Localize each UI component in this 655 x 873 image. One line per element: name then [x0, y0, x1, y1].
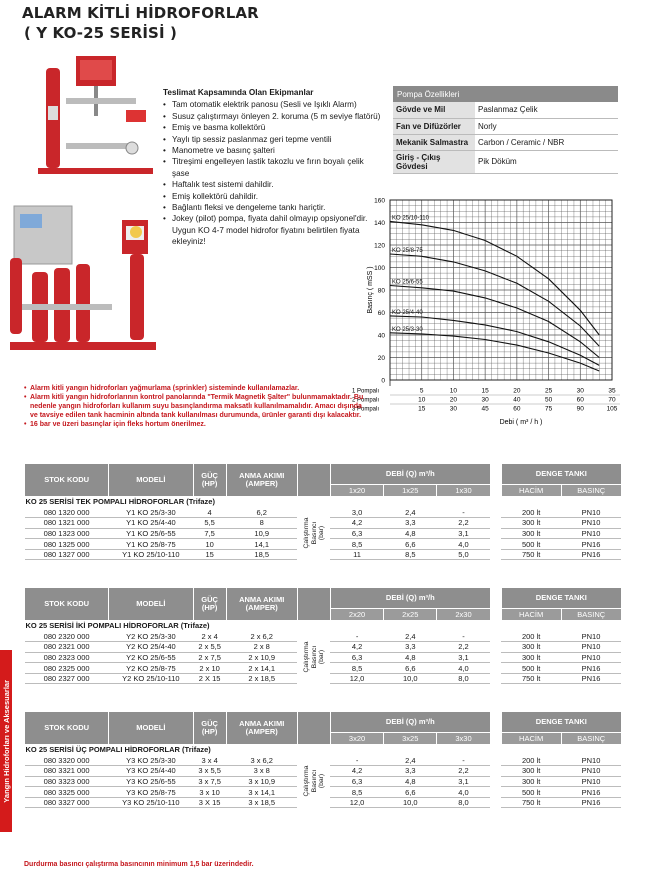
table-cell: 3 x 6,2 — [226, 755, 297, 766]
table-cell: 6,3 — [330, 776, 383, 787]
table-cell: 2 x 10 — [193, 663, 226, 674]
table-cell: - — [437, 631, 490, 642]
table-cell: - — [437, 755, 490, 766]
header-guc: GÜÇ (HP) — [193, 464, 226, 496]
table-cell: 6,6 — [384, 539, 437, 550]
x-row-label: 3 Pompalı — [352, 406, 380, 413]
table-cell: 3 x 18,5 — [226, 797, 297, 808]
x-tick-label: 30 — [576, 387, 584, 395]
table-cell: 3 x 5,5 — [193, 766, 226, 777]
table-cell: 080 2327 000 — [25, 673, 109, 684]
note: • Alarm kitli yangın hidroforlarının kontrol panolarında "Termik Magnetik Şalter" bulunmamaktadır. Bu nedenle yangın hidroforları kullanım suyu basınçlandırma maksatlı kullanılmamalıdır. Amacı dışında ve tavsiye edilen tank hacminin altında tank kullanılması durumunda, ürünler garanti dışı kalacaktır. — [24, 393, 364, 420]
table-cell: 080 3323 000 — [25, 776, 109, 787]
table-cell: PN16 — [561, 663, 621, 674]
table-cell: 2 x 5,5 — [193, 642, 226, 653]
pump-image-multi — [10, 192, 160, 367]
y-tick-label: 140 — [374, 220, 385, 227]
header-debi-col: 3x25 — [384, 732, 437, 744]
header-model: MODELİ — [109, 712, 193, 744]
header-akim: ANMA AKIMI (AMPER) — [226, 712, 297, 744]
table-cell: 080 1323 000 — [25, 528, 109, 539]
table-cell: Y1 KO 25/6-55 — [109, 528, 193, 539]
prop-value: Carbon / Ceramic / NBR — [475, 134, 618, 150]
list-item: • Titreşimi engelleyen lastik takozlu ve fırın boyalı çelik şase — [163, 156, 383, 179]
table-cell: 8,5 — [330, 663, 383, 674]
table-cell: 4,0 — [437, 663, 490, 674]
table-cell: 10,0 — [384, 673, 437, 684]
table-cell: PN10 — [561, 755, 621, 766]
table-cell: 15 — [193, 549, 226, 560]
table-cell: 3,1 — [437, 652, 490, 663]
calisma-label — [297, 755, 330, 808]
table-cell: PN10 — [561, 528, 621, 539]
list-item: • Tam otomatik elektrik panosu (Sesli ve Işıklı Alarm) — [163, 99, 383, 110]
header-guc: GÜÇ (HP) — [193, 588, 226, 620]
table-cell: 10,0 — [384, 797, 437, 808]
table-cell: 300 lt — [501, 518, 561, 529]
table-cell: 300 lt — [501, 766, 561, 777]
table-cell: 6,3 — [330, 652, 383, 663]
calisma-label — [297, 631, 330, 684]
prop-key: Gövde ve Mil — [393, 102, 475, 118]
header-hacim: HACİM — [501, 732, 561, 744]
side-tab — [0, 650, 12, 832]
table-cell: 3,3 — [384, 766, 437, 777]
table-cell: PN16 — [561, 673, 621, 684]
table-cell: 10,9 — [226, 528, 297, 539]
spec-table — [24, 712, 621, 808]
header-stok: STOK KODU — [25, 464, 109, 496]
y-tick-label: 40 — [377, 332, 385, 340]
page-title: ALARM KİTLİ HİDROFORLAR — [22, 4, 259, 22]
table-cell: 5,0 — [437, 549, 490, 560]
table-cell: 3,3 — [384, 642, 437, 653]
x-tick-label: 60 — [576, 396, 584, 404]
table-cell: 300 lt — [501, 776, 561, 787]
header-basinc: BASINÇ — [561, 608, 621, 620]
table-section-title: KO 25 SERİSİ İKİ POMPALI HİDROFORLAR (Trifaze) — [25, 621, 210, 630]
x-row-label: 2 Pompalı — [352, 397, 380, 404]
header-model: MODELİ — [109, 588, 193, 620]
header-guc: GÜÇ (HP) — [193, 712, 226, 744]
page-subtitle: ( Y KO-25 SERİSİ ) — [24, 24, 177, 42]
x-tick-label: 70 — [608, 396, 616, 404]
side-tab-label: Yangın Hidroforları ve Aksesuarlar — [1, 679, 11, 803]
table-cell: - — [330, 631, 383, 642]
table-cell: 3,1 — [437, 776, 490, 787]
calisma-text: Çalıştırma Basıncı (bar) — [302, 766, 325, 797]
table-cell: 4,8 — [384, 652, 437, 663]
table-cell: 2 x 8 — [226, 642, 297, 653]
table-cell: Y2 KO 25/10-110 — [109, 673, 193, 684]
table-cell: 12,0 — [330, 797, 383, 808]
table-cell: 3 x 10,9 — [226, 776, 297, 787]
table-cell: Y3 KO 25/10-110 — [109, 797, 193, 808]
series-label: KO 25/10-110 — [392, 215, 429, 222]
table-cell: PN16 — [561, 539, 621, 550]
table-cell: 2 x 18,5 — [226, 673, 297, 684]
table-cell: 2 x 14,1 — [226, 663, 297, 674]
table-cell: 10 — [193, 539, 226, 550]
table-cell: 300 lt — [501, 528, 561, 539]
table-cell: 080 1320 000 — [25, 507, 109, 518]
list-item: • Manometre ve basınç şalteri — [163, 145, 383, 156]
table-cell: 4,8 — [384, 776, 437, 787]
x-tick-label: 20 — [449, 396, 458, 404]
table-cell: 8,0 — [437, 797, 490, 808]
table-cell: PN10 — [561, 642, 621, 653]
table-cell: 14,1 — [226, 539, 297, 550]
header-akim: ANMA AKIMI (AMPER) — [226, 588, 297, 620]
table-cell: Y3 KO 25/6-55 — [109, 776, 193, 787]
header-debi-col: 3x20 — [330, 732, 383, 744]
header-debi-col: 2x25 — [384, 608, 437, 620]
pump-image-single — [28, 48, 163, 183]
series-label: KO 25/8-75 — [392, 248, 423, 254]
header-denge: DENGE TANKI — [501, 464, 621, 484]
table-cell: 3 x 10 — [193, 787, 226, 798]
table-cell: Y3 KO 25/4-40 — [109, 766, 193, 777]
table-cell: Y1 KO 25/8-75 — [109, 539, 193, 550]
table-cell: 300 lt — [501, 652, 561, 663]
table-cell: 2,4 — [384, 755, 437, 766]
table-cell: 080 3321 000 — [25, 766, 109, 777]
table-cell: Y2 KO 25/4-40 — [109, 642, 193, 653]
x-tick-label: 20 — [513, 387, 521, 395]
table-cell: 080 3327 000 — [25, 797, 109, 808]
table-cell: 4 — [193, 507, 226, 518]
header-stok: STOK KODU — [25, 712, 109, 744]
header-debi: DEBİ (Q) m³/h — [330, 588, 490, 608]
table-cell: 200 lt — [501, 631, 561, 642]
table-cell: 4,8 — [384, 528, 437, 539]
table-cell: Y1 KO 25/4-40 — [109, 518, 193, 529]
table-cell: Y2 KO 25/8-75 — [109, 663, 193, 674]
header-hacim: HACİM — [501, 484, 561, 496]
table-cell: 8 — [226, 518, 297, 529]
calisma-text: Çalıştırma Basıncı (bar) — [302, 518, 325, 549]
table-cell: 5,5 — [193, 518, 226, 529]
table-cell: 4,2 — [330, 766, 383, 777]
table-cell: Y3 KO 25/3-30 — [109, 755, 193, 766]
x-tick-label: 45 — [481, 405, 489, 413]
table-cell: 2 x 4 — [193, 631, 226, 642]
table-cell: 200 lt — [501, 507, 561, 518]
table-cell: 500 lt — [501, 539, 561, 550]
table-row — [25, 631, 622, 642]
table-cell: 080 1321 000 — [25, 518, 109, 529]
table-cell: 8,5 — [384, 549, 437, 560]
table-cell: 4,2 — [330, 518, 383, 529]
spec-table — [24, 588, 621, 684]
table-cell: 4,0 — [437, 787, 490, 798]
props-header: Pompa Özellikleri — [393, 86, 618, 102]
table-cell: - — [330, 755, 383, 766]
y-tick-label: 100 — [374, 265, 385, 272]
table-cell: Y2 KO 25/3-30 — [109, 631, 193, 642]
table-cell: 12,0 — [330, 673, 383, 684]
list-item: • Haftalık test sistemi dahildir. — [163, 179, 383, 190]
table-cell: 3 x 4 — [193, 755, 226, 766]
table-cell: PN10 — [561, 518, 621, 529]
performance-chart — [350, 188, 630, 460]
header-debi: DEBİ (Q) m³/h — [330, 712, 490, 732]
table-cell: 4,2 — [330, 642, 383, 653]
table-cell: 080 1327 000 — [25, 549, 109, 560]
header-debi-col: 1x25 — [384, 484, 437, 496]
table-cell: 2,4 — [384, 631, 437, 642]
table-cell: 6,2 — [226, 507, 297, 518]
series-label: KO 25/6-55 — [392, 279, 423, 286]
table-cell: 2 X 15 — [193, 673, 226, 684]
header-debi-col: 2x20 — [330, 608, 383, 620]
x-tick-label: 75 — [544, 405, 553, 413]
list-item: • Bağlantı fleksi ve dengeleme tankı hariçtir. — [163, 202, 383, 213]
table-cell: Y1 KO 25/3-30 — [109, 507, 193, 518]
x-tick-label: 5 — [419, 387, 424, 395]
table-cell: 080 3320 000 — [25, 755, 109, 766]
table-cell: 2 x 6,2 — [226, 631, 297, 642]
x-tick-label: 40 — [513, 396, 521, 404]
note: • 16 bar ve üzeri basınçlar için fleks hortum önerilmez. — [24, 420, 364, 429]
table-cell: 3,0 — [330, 507, 383, 518]
table-cell: 2,4 — [384, 507, 437, 518]
prop-key: Mekanik Salmastra — [393, 134, 475, 150]
table-cell: 080 2321 000 — [25, 642, 109, 653]
table-cell: 200 lt — [501, 755, 561, 766]
header-basinc: BASINÇ — [561, 732, 621, 744]
list-item: • Jokey (pilot) pompa, fiyata dahil olmayıp opsiyonel'dir. Uygun KO 4-7 model hidrofor fiyatını belirtilen fiyata ekleyiniz! — [163, 213, 383, 247]
x-row-label: 1 Pompalı — [352, 388, 380, 395]
x-tick-label: 25 — [544, 387, 553, 395]
header-denge: DENGE TANKI — [501, 588, 621, 608]
footnote: Durdurma basıncı çalıştırma basıncının minimum 1,5 bar üzerindedir. — [24, 861, 254, 868]
y-tick-label: 80 — [377, 287, 385, 295]
table-cell: 18,5 — [226, 549, 297, 560]
list-item: • Emiş kollektörü dahildir. — [163, 191, 383, 202]
table-cell: PN10 — [561, 507, 621, 518]
table-cell: 8,5 — [330, 539, 383, 550]
y-tick-label: 0 — [381, 377, 385, 385]
spec-table — [24, 464, 621, 560]
pump-properties — [393, 86, 618, 174]
calisma-text: Çalıştırma Basıncı (bar) — [302, 642, 325, 673]
table-cell: 2,2 — [437, 518, 490, 529]
table-cell: 3,3 — [384, 518, 437, 529]
table-cell: 2 x 10,9 — [226, 652, 297, 663]
table-cell: 4,0 — [437, 539, 490, 550]
table-row — [25, 755, 622, 766]
x-tick-label: 105 — [606, 405, 618, 413]
header-hacim: HACİM — [501, 608, 561, 620]
header-debi-col: 2x30 — [437, 608, 490, 620]
x-tick-label: 35 — [608, 387, 616, 395]
header-stok: STOK KODU — [25, 588, 109, 620]
series-label: KO 25/3-30 — [392, 326, 423, 333]
table-cell: 6,6 — [384, 787, 437, 798]
table-cell: 6,3 — [330, 528, 383, 539]
note: • Alarm kitli yangın hidroforları yağmurlama (sprinkler) sisteminde kullanılamazlar. — [24, 384, 364, 393]
table-cell: 8,5 — [330, 787, 383, 798]
header-denge: DENGE TANKI — [501, 712, 621, 732]
table-section-title: KO 25 SERİSİ TEK POMPALI HİDROFORLAR (Trifaze) — [25, 497, 215, 506]
list-item: • Yaylı tip sessiz paslanmaz geri tepme ventili — [163, 134, 383, 145]
x-tick-label: 30 — [449, 405, 458, 413]
table-cell: 2 x 7,5 — [193, 652, 226, 663]
table-cell: 11 — [330, 549, 383, 560]
table-cell: PN10 — [561, 776, 621, 787]
header-debi: DEBİ (Q) m³/h — [330, 464, 490, 484]
table-cell: Y3 KO 25/8-75 — [109, 787, 193, 798]
header-debi-col: 3x30 — [437, 732, 490, 744]
prop-value: Norly — [475, 118, 618, 134]
x-tick-label: 15 — [481, 387, 489, 395]
calisma-label — [297, 507, 330, 560]
table-cell: 6,6 — [384, 663, 437, 674]
table-cell: PN16 — [561, 787, 621, 798]
header-debi-col: 1x20 — [330, 484, 383, 496]
table-cell: 7,5 — [193, 528, 226, 539]
table-cell: PN10 — [561, 766, 621, 777]
table-cell: PN10 — [561, 631, 621, 642]
table-cell: 500 lt — [501, 663, 561, 674]
x-tick-label: 30 — [481, 396, 489, 404]
table-cell: 750 lt — [501, 673, 561, 684]
table-cell: 3 x 7,5 — [193, 776, 226, 787]
list-item: • Susuz çalıştırmayı önleyen 2. koruma (5 m seviye flatörü) — [163, 111, 383, 122]
x-tick-label: 60 — [513, 405, 521, 413]
x-tick-label: 15 — [418, 405, 426, 413]
table-cell: 3 x 8 — [226, 766, 297, 777]
table-cell: PN10 — [561, 652, 621, 663]
y-tick-label: 60 — [377, 310, 385, 317]
table-cell: 8,0 — [437, 673, 490, 684]
y-tick-label: 120 — [374, 242, 385, 250]
table-cell: - — [437, 507, 490, 518]
table-cell: PN16 — [561, 797, 621, 808]
table-row — [25, 507, 622, 518]
x-axis-label: Debi ( m³ / h ) — [499, 419, 543, 426]
x-tick-label: 10 — [449, 387, 458, 395]
x-tick-label: 50 — [544, 396, 553, 404]
table-cell: 500 lt — [501, 787, 561, 798]
list-item: • Emiş ve basma kollektörü — [163, 122, 383, 133]
table-cell: 750 lt — [501, 797, 561, 808]
table-section-title: KO 25 SERİSİ ÜÇ POMPALI HİDROFORLAR (Trifaze) — [25, 745, 211, 754]
header-debi-col: 1x30 — [437, 484, 490, 496]
x-tick-label: 90 — [576, 405, 584, 413]
table-cell: Y2 KO 25/6-55 — [109, 652, 193, 663]
prop-key: Giriş - Çıkış Gövdesi — [393, 150, 475, 173]
table-cell: 080 2320 000 — [25, 631, 109, 642]
table-cell: 080 2325 000 — [25, 663, 109, 674]
table-cell: PN16 — [561, 549, 621, 560]
x-tick-label: 10 — [418, 396, 426, 404]
prop-value: Pik Döküm — [475, 150, 618, 173]
table-cell: Y1 KO 25/10-110 — [109, 549, 193, 560]
notes — [24, 384, 364, 429]
table-cell: 080 3325 000 — [25, 787, 109, 798]
header-basinc: BASINÇ — [561, 484, 621, 496]
y-tick-label: 160 — [374, 197, 385, 205]
series-label: KO 25/4-40 — [392, 309, 423, 316]
table-cell: 080 2323 000 — [25, 652, 109, 663]
y-axis-label: Basınç ( mSS ) — [367, 266, 374, 314]
header-model: MODELİ — [109, 464, 193, 496]
delivery-heading: Teslimat Kapsamında Olan Ekipmanlar — [163, 88, 314, 97]
table-cell: 3 x 14,1 — [226, 787, 297, 798]
table-cell: 750 lt — [501, 549, 561, 560]
table-cell: 2,2 — [437, 766, 490, 777]
table-cell: 3 X 15 — [193, 797, 226, 808]
header-akim: ANMA AKIMI (AMPER) — [226, 464, 297, 496]
table-cell: 080 1325 000 — [25, 539, 109, 550]
y-tick-label: 20 — [377, 355, 385, 362]
prop-key: Fan ve Difüzörler — [393, 118, 475, 134]
prop-value: Paslanmaz Çelik — [475, 102, 618, 118]
table-cell: 300 lt — [501, 642, 561, 653]
table-cell: 3,1 — [437, 528, 490, 539]
table-cell: 2,2 — [437, 642, 490, 653]
